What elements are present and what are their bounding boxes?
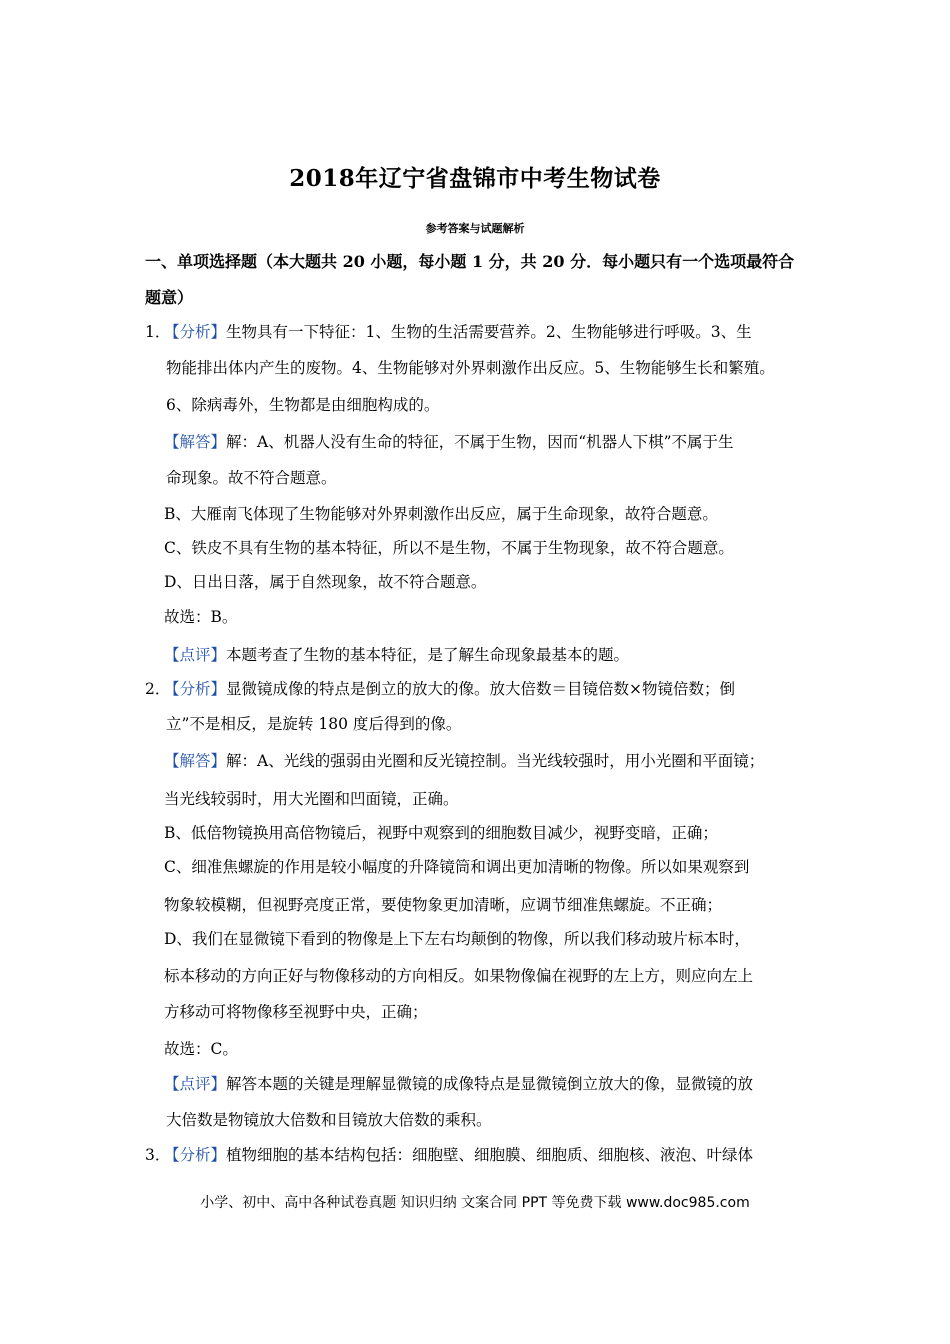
q2-answer-line3: B、低倍物镜换用高倍物镜后，视野中观察到的细胞数目减少，视野变暗，正确； [164,824,718,842]
question-number-3: 3． [145,1146,171,1164]
question-number-2: 2． [145,680,171,698]
q1-analysis-line1 [164,322,752,342]
comment-tag: 【点评】 [164,646,227,664]
q2-choice: 故选：C。 [164,1040,238,1058]
q2-answer-line8: 方移动可将物像移至视野中央，正确； [164,1003,428,1021]
q1-answer-line4: C、铁皮不具有生物的基本特征，所以不是生物，不属于生物现象，故不符合题意。 [164,539,734,557]
q2-comment-line1 [164,1074,753,1094]
q2-analysis-line1 [164,679,735,699]
q3-analysis-text1: 植物细胞的基本结构包括：细胞壁、细胞膜、细胞质、细胞核、液泡、叶绿体 [226,1146,754,1164]
q3-analysis-line1 [164,1145,753,1165]
q1-comment-text: 本题考查了生物的基本特征，是了解生命现象最基本的题。 [226,646,630,664]
analysis-tag: 【分析】 [164,1146,227,1164]
section-heading-line2: 题意） [145,288,194,307]
q1-answer-text1: 解：A、机器人没有生命的特征，不属于生物，因而“机器人下棋”不属于生 [226,433,734,451]
q1-comment [164,645,629,665]
q1-analysis-line3: 6、除病毒外，生物都是由细胞构成的。 [166,396,440,414]
q2-comment-text1: 解答本题的关键是理解显微镜的成像特点是显微镜倒立放大的像，显微镜的放 [226,1075,754,1093]
section-heading [145,244,817,316]
q2-answer-line6: D、我们在显微镜下看到的物像是上下左右均颠倒的物像，所以我们移动玻片标本时， [164,930,750,948]
answer-tag: 【解答】 [164,752,227,770]
q2-analysis-text1: 显微镜成像的特点是倒立的放大的像。放大倍数＝目镜倍数×物镜倍数；倒 [226,680,736,698]
q1-answer-line5: D、日出日落，属于自然现象，故不符合题意。 [164,573,487,591]
page-subtitle: 参考答案与试题解析 [425,222,525,235]
q2-analysis-line2: 立”不是相反，是旋转 180 度后得到的像。 [166,715,462,733]
question-number-1: 1． [145,323,171,341]
footer-text: 小学、初中、高中各种试卷真题 知识归纳 文案合同 PPT 等免费下载 www.doc985.com [200,1195,750,1211]
q1-answer-line2: 命现象。故不符合题意。 [166,469,337,487]
q2-answer-line7: 标本移动的方向正好与物像移动的方向相反。如果物像偏在视野的左上方，则应向左上 [164,967,754,985]
q1-answer-line3: B、大雁南飞体现了生物能够对外界刺激作出反应，属于生命现象，故符合题意。 [164,505,718,523]
analysis-tag: 【分析】 [164,680,227,698]
q2-answer-line5: 物象较模糊，但视野亮度正常，要使物象更加清晰，应调节细准焦螺旋。不正确； [164,896,723,914]
q2-answer-line1 [164,751,764,771]
q1-analysis-line2: 物能排出体内产生的废物。4、生物能够对外界刺激作出反应。5、生物能够生长和繁殖。 [166,359,775,377]
q2-answer-line2: 当光线较弱时，用大光圈和凹面镜，正确。 [164,790,459,808]
q2-comment-line2: 大倍数是物镜放大倍数和目镜放大倍数的乘积。 [166,1111,492,1129]
page-title: 2018年辽宁省盘锦市中考生物试卷 [289,165,661,192]
comment-tag: 【点评】 [164,1075,227,1093]
q2-answer-text1: 解：A、光线的强弱由光圈和反光镜控制。当光线较强时，用小光圈和平面镜； [226,752,765,770]
answer-tag: 【解答】 [164,433,227,451]
q1-analysis-text1: 生物具有一下特征：1、生物的生活需要营养。2、生物能够进行呼吸。3、生 [226,323,752,341]
q1-answer-line1 [164,432,734,452]
section-heading-line1: 一、单项选择题（本大题共 20 小题，每小题 1 分，共 20 分．每小题只有一个选项最符合 [145,252,795,271]
q2-answer-line4: C、细准焦螺旋的作用是较小幅度的升降镜筒和调出更加清晰的物像。所以如果观察到 [164,858,750,876]
analysis-tag: 【分析】 [164,323,227,341]
q1-choice: 故选：B。 [164,608,238,626]
